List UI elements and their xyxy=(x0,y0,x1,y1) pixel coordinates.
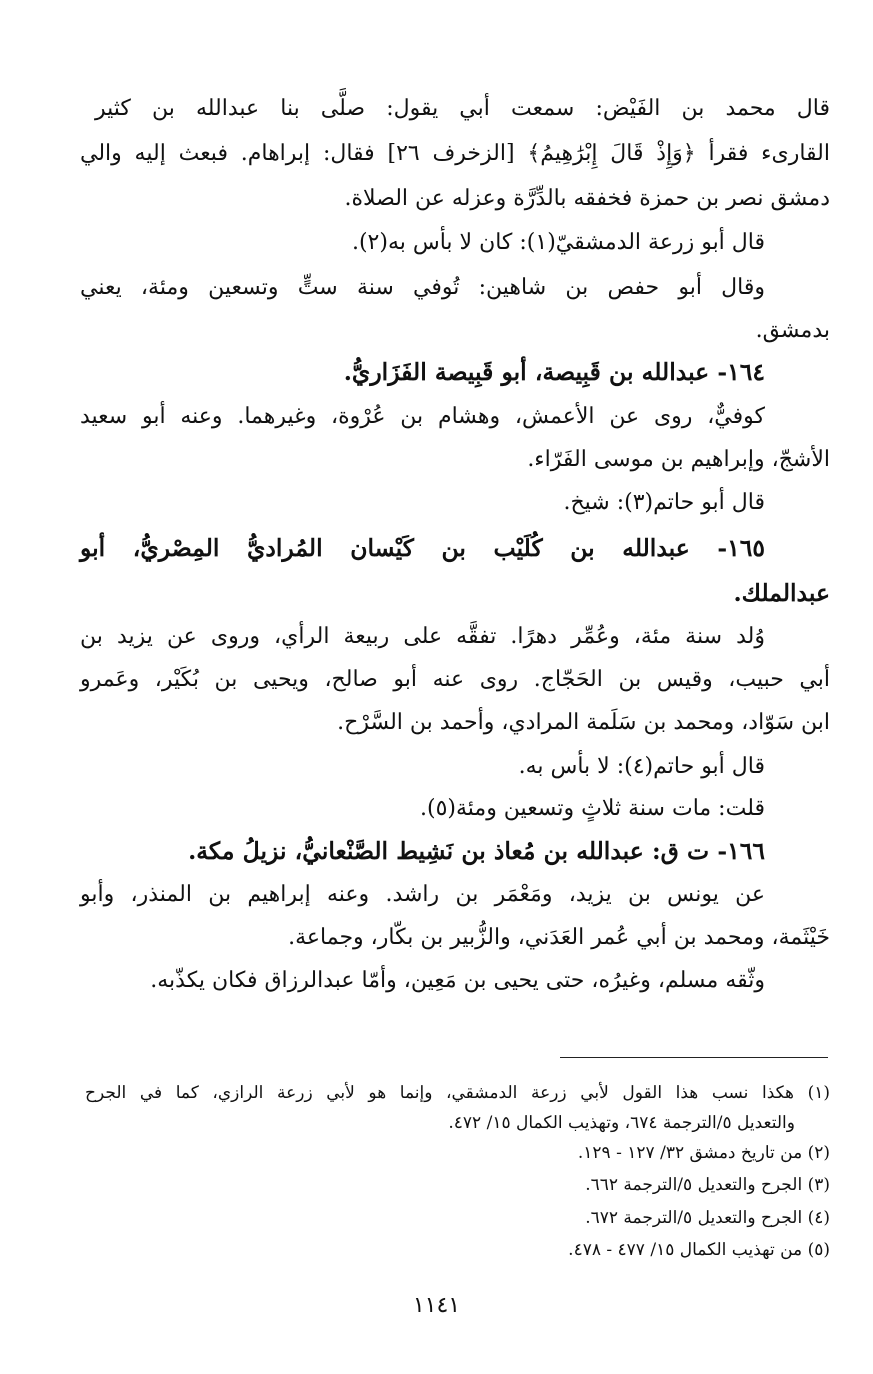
body-line: القارىء فقرأ ﴿وَإِذْ قَالَ إِبْرَٰهِيمُ﴾ [الزخرف ٢٦] فقال: إبراهام. فبعث إليه والي xyxy=(80,141,830,166)
body-line: قال أبو حاتم(٤): لا بأس به. xyxy=(518,754,765,779)
entry-heading-165-cont: عبدالملك. xyxy=(733,579,830,607)
body-line: قال أبو حاتم(٣): شيخ. xyxy=(563,490,765,515)
entry-heading-165: ١٦٥- عبدالله بن كُلَيْب بن كَيْسان المُراديُّ المِصْريُّ، أبو xyxy=(80,534,765,562)
page-number: ١١٤١ xyxy=(412,1293,461,1318)
footnote-1-cont: والتعديل ٥/الترجمة ٦٧٤، وتهذيب الكمال ١٥/ ٤٧٢. xyxy=(448,1113,795,1133)
body-line: قلت: مات سنة ثلاثٍ وتسعين ومئة(٥). xyxy=(419,796,765,821)
body-line: الأشجّ، وإبراهيم بن موسى الفَرّاء. xyxy=(527,447,830,472)
footnote-2: (٢) من تاريخ دمشق ٣٢/ ١٢٧ - ١٢٩. xyxy=(577,1143,830,1163)
body-line: دمشق نصر بن حمزة فخفقه بالدِّرَّة وعزله عن الصلاة. xyxy=(344,186,830,211)
entry-heading-164: ١٦٤- عبدالله بن قَبِيصة، أبو قَبِيصة الفَزَاريُّ. xyxy=(343,358,765,386)
body-line: أبي حبيب، وقيس بن الحَجّاج. روى عنه أبو صالح، ويحيى بن بُكَيْر، وعَمرو xyxy=(80,667,830,692)
body-line: وقال أبو حفص بن شاهين: تُوفي سنة ستٍّ وتسعين ومئة، يعني xyxy=(80,275,765,300)
footnote-3: (٣) الجرح والتعديل ٥/الترجمة ٦٦٢. xyxy=(585,1175,830,1195)
footnote-1: (١) هكذا نسب هذا القول لأبي زرعة الدمشقي، وإنما هو لأبي زرعة الرازي، كما في الجرح xyxy=(85,1083,830,1103)
footnote-5: (٥) من تهذيب الكمال ١٥/ ٤٧٧ - ٤٧٨. xyxy=(568,1240,830,1260)
body-line: قال أبو زرعة الدمشقيّ(١): كان لا بأس به(٢). xyxy=(351,230,765,255)
body-line: وُلد سنة مئة، وعُمِّر دهرًا. تفقَّه على ربيعة الرأي، وروى عن يزيد بن xyxy=(80,624,765,649)
entry-heading-166: ١٦٦- ت ق: عبدالله بن مُعاذ بن نَشِيط الصَّنْعانيُّ، نزيلُ مكة. xyxy=(188,837,765,865)
body-line: قال محمد بن الفَيْض: سمعت أبي يقول: صلَّى بنا عبدالله بن كثير xyxy=(95,96,830,121)
body-line: عن يونس بن يزيد، ومَعْمَر بن راشد. وعنه إبراهيم بن المنذر، وأبو xyxy=(80,882,765,907)
body-line: ابن سَوّاد، ومحمد بن سَلَمة المرادي، وأحمد بن السَّرْح. xyxy=(337,710,830,735)
body-line: كوفيٌّ، روى عن الأعمش، وهشام بن عُرْوة، وغيرهما. وعنه أبو سعيد xyxy=(80,404,765,429)
footnote-separator xyxy=(560,1057,828,1058)
body-line: خَيْثَمة، ومحمد بن أبي عُمر العَدَني، والزُّبير بن بكّار، وجماعة. xyxy=(288,925,830,950)
footnote-4: (٤) الجرح والتعديل ٥/الترجمة ٦٧٢. xyxy=(585,1208,830,1228)
body-line: وثّقه مسلم، وغيرُه، حتى يحيى بن مَعِين، وأمّا عبدالرزاق فكان يكذّبه. xyxy=(150,968,765,993)
body-line: بدمشق. xyxy=(755,318,830,343)
